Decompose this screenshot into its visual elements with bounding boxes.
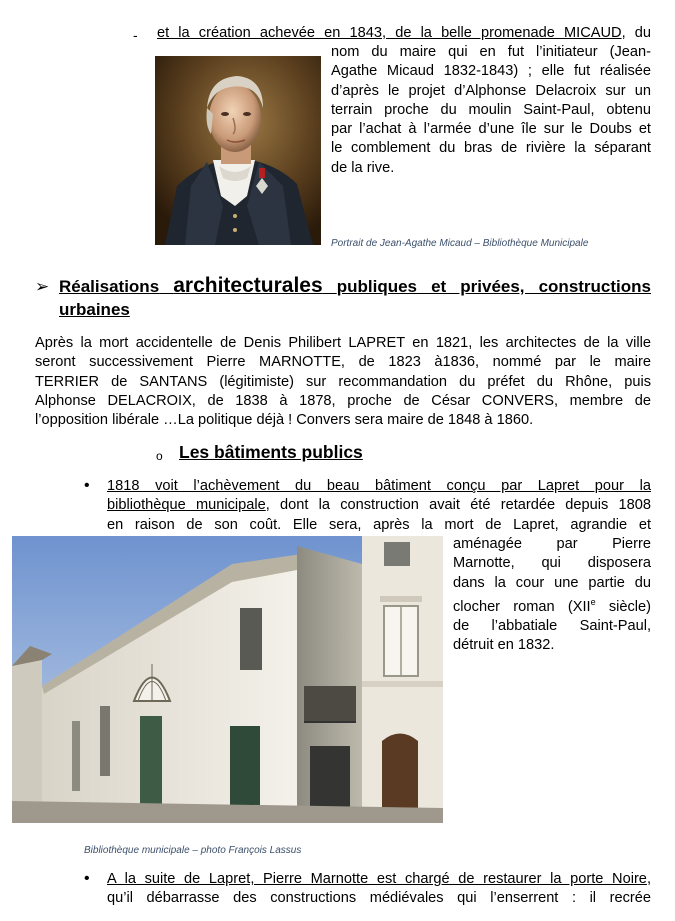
text-line: l’opposition libérale …La politique déjà ! Convers sera maire de 1848 à 1860.: [35, 412, 534, 429]
text-line: [453, 593, 651, 617]
dash-marker: -: [133, 27, 138, 43]
bullet-icon: •: [84, 477, 90, 494]
text-fragment: siècle): [595, 598, 651, 615]
text-line: Agathe Micaud 1832-1843) ; elle fut réalisée: [331, 63, 651, 80]
circle-bullet-icon: o: [156, 449, 163, 463]
text-line: seront successivement Pierre MARNOTTE, de 1823 à1836, nommé par le maire: [35, 354, 651, 371]
micaud-wrap-text: [331, 43, 651, 178]
text-line: terrain proche du moulin Saint-Paul, obtenu: [331, 101, 651, 118]
bullet-icon: •: [84, 870, 90, 887]
micaud-first-line: [157, 24, 651, 43]
superscript: e: [590, 596, 596, 607]
text-line: en raison de son coût. Elle sera, après la mort de Lapret, agrandie et: [107, 516, 651, 533]
text-fragment: , dont la construction avait été retardée depuis 1808: [265, 497, 651, 514]
portrait-illustration: [155, 56, 321, 245]
library-photo: [12, 536, 443, 823]
text-line: Après la mort accidentelle de Denis Philibert LAPRET en 1821, les architectes de la ville: [35, 335, 651, 351]
heading-word: publiques et privées, constructions: [336, 277, 651, 296]
text-line: détruit en 1832.: [453, 637, 555, 654]
text-line: le comblement du bras de rivière la séparant: [331, 140, 651, 157]
library-link-text: bibliothèque municipale: [107, 497, 266, 514]
text-line: aménagée par Pierre: [453, 536, 651, 552]
subsection-heading: Les bâtiments publics: [179, 442, 363, 462]
micaud-link-text: et la création achevée en 1843, de la belle promenade MICAUD: [157, 25, 622, 41]
text-line: de l’abbatiale Saint-Paul,: [453, 618, 651, 635]
intro-paragraph: [35, 334, 651, 430]
text-line: Alphonse DELACROIX, de 1838 à 1878, proche de César CONVERS, membre de: [35, 392, 651, 409]
porte-noire-paragraph: [107, 870, 651, 909]
library-building-illustration: [12, 536, 443, 823]
heading-line-2: urbaines: [59, 300, 130, 319]
bibliotheque-paragraph: [107, 477, 651, 535]
text-line: qu’il débarrasse des constructions médiévales qui l’enserrent : il recrée: [107, 890, 651, 907]
heading-word-large: architecturales: [173, 274, 323, 297]
text-line: Marnotte, qui disposera: [453, 555, 651, 572]
text-line: de la rive.: [331, 159, 395, 176]
arrow-bullet-icon: ➢: [35, 277, 50, 296]
text-fragment: ,: [646, 871, 651, 887]
portrait-caption: Portrait de Jean-Agathe Micaud – Bibliothèque Municipale: [331, 238, 589, 249]
section-heading: [59, 274, 651, 321]
micaud-portrait: [155, 56, 321, 245]
text-fragment: clocher roman (XII: [453, 598, 591, 615]
text-line: dans la cour une partie du: [453, 574, 651, 591]
micaud-first-line-rest: , du: [621, 25, 652, 41]
text-line: nom du maire qui en fut l’initiateur (Jean-: [331, 44, 651, 60]
photo-caption: Bibliothèque municipale – photo François Lassus: [84, 845, 302, 856]
text-line: par l’achat à l’armée d’une île sur le Doubs et: [331, 121, 651, 138]
text-line: TERRIER de SANTANS (légitimiste) sur recommandation du préfet du Rhône, puis: [35, 373, 651, 390]
bibliotheque-wrap-text: [453, 535, 651, 656]
heading-word: Réalisations: [59, 277, 160, 296]
porte-noire-link-text: A la suite de Lapret, Pierre Marnotte est chargé de restaurer la porte Noire: [107, 871, 647, 887]
text-line: d’après le projet d’Alphonse Delacroix sur un: [331, 82, 651, 99]
text-line: 1818 voit l’achèvement du beau bâtiment conçu par Lapret pour la: [107, 478, 651, 494]
